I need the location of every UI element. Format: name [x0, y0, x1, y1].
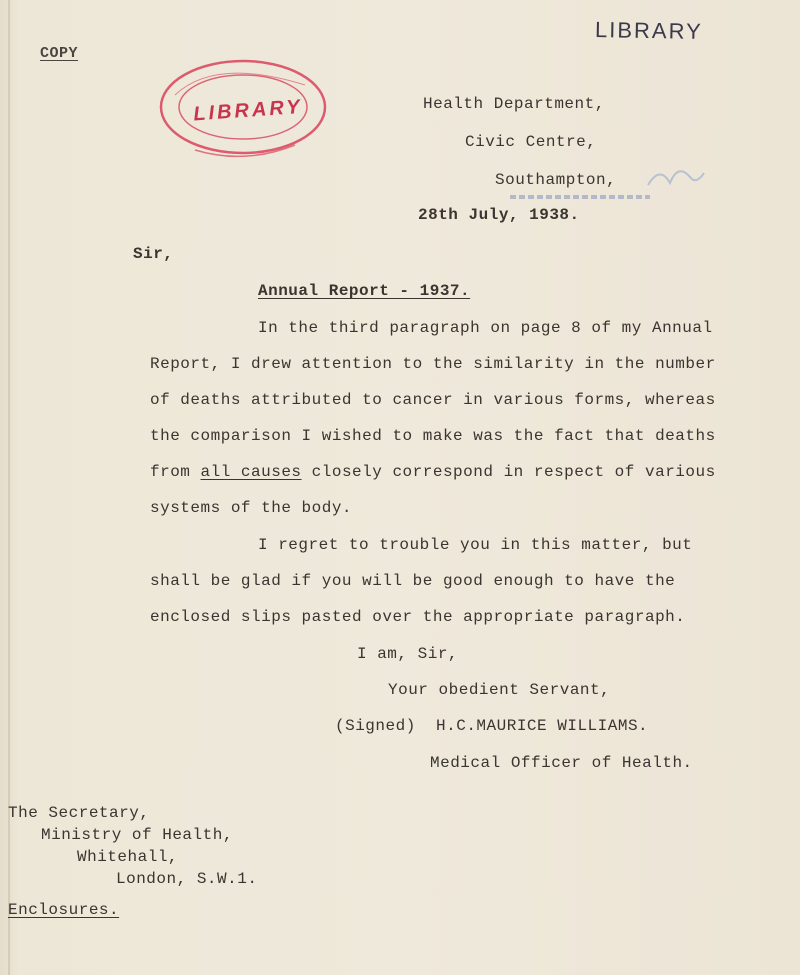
body-line: shall be glad if you will be good enough to have the: [150, 572, 676, 590]
body-text: closely correspond in respect of various: [301, 463, 716, 481]
recipient-line: Ministry of Health,: [41, 826, 233, 844]
recipient-line: London, S.W.1.: [116, 870, 258, 888]
closing-line: Your obedient Servant,: [388, 681, 611, 699]
library-seal-icon: [155, 55, 333, 165]
body-line: Report, I drew attention to the similarity in the number: [150, 355, 716, 373]
address-city: Southampton,: [495, 171, 617, 189]
signature-line: [335, 716, 648, 736]
signed-label: (Signed): [335, 717, 416, 735]
body-line: enclosed slips pasted over the appropriate paragraph.: [150, 608, 686, 626]
salutation: Sir,: [133, 245, 174, 263]
recipient-line: Whitehall,: [77, 848, 179, 866]
body-text: from: [150, 463, 201, 481]
underlined-phrase: all causes: [200, 463, 302, 481]
body-line: I regret to trouble you in this matter, but: [258, 536, 693, 554]
address-centre: Civic Centre,: [465, 133, 597, 151]
library-stamp: LIBRARY: [594, 17, 703, 44]
paper-fold: [8, 0, 10, 975]
closing-line: I am, Sir,: [357, 645, 459, 663]
recipient-line: The Secretary,: [8, 804, 150, 822]
body-line: In the third paragraph on page 8 of my Annual: [258, 319, 713, 337]
enclosures-label: Enclosures.: [8, 901, 120, 919]
subject-line: Annual Report - 1937.: [258, 282, 471, 300]
svg-text:LIBRARY: LIBRARY: [192, 95, 304, 126]
body-line: the comparison I wished to make was the fact that deaths: [150, 427, 716, 445]
body-line: systems of the body.: [150, 499, 353, 517]
signer-title: Medical Officer of Health.: [430, 754, 693, 772]
letter-date: 28th July, 1938.: [418, 206, 580, 224]
copy-label: COPY: [40, 45, 79, 62]
pen-line: [510, 195, 650, 199]
pen-mark-icon: [640, 155, 710, 200]
signer-name: H.C.MAURICE WILLIAMS.: [436, 717, 649, 735]
body-line: [150, 462, 716, 482]
body-line: of deaths attributed to cancer in various forms, whereas: [150, 391, 716, 409]
address-department: Health Department,: [423, 95, 605, 113]
